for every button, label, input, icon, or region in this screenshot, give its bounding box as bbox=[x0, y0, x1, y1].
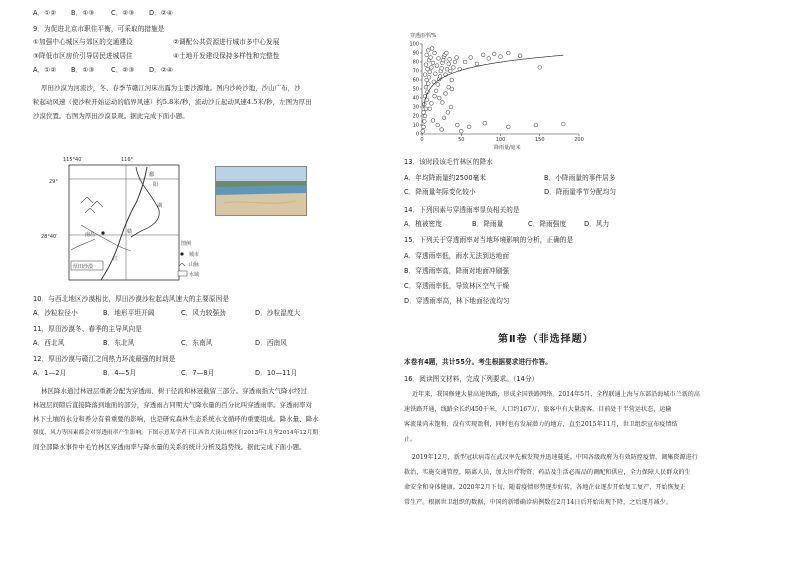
map-label-gan: 赣 bbox=[127, 229, 133, 235]
chart-point bbox=[436, 123, 440, 127]
map-legend-water: 水域 bbox=[189, 272, 200, 278]
chart-y-axis-label: 穿透雨率/% bbox=[410, 33, 437, 39]
q11-option-a: A．西北风 bbox=[33, 339, 65, 347]
chart-point bbox=[422, 111, 426, 115]
chart-point bbox=[448, 57, 452, 61]
chart-point bbox=[437, 96, 441, 100]
chart-point bbox=[438, 75, 442, 79]
passage3-line-6: 救治，实施交通管控，隔离人员，加大医疗物资、药品及生活必需品的调配和供应，全力保障人民群众的生 bbox=[404, 469, 691, 476]
map-lon-label-2: 116° bbox=[121, 157, 134, 163]
chart-point bbox=[428, 107, 432, 111]
chart-point bbox=[423, 73, 427, 77]
map-label-jiang: 江 bbox=[113, 256, 119, 262]
map-river bbox=[101, 167, 147, 280]
chart-point bbox=[481, 53, 485, 57]
chart-point bbox=[449, 105, 453, 109]
chart-point bbox=[441, 101, 445, 105]
chart-point bbox=[442, 116, 446, 120]
chart-point bbox=[475, 62, 479, 66]
passage3-line-4: 止。 bbox=[404, 436, 417, 443]
chart-point bbox=[441, 58, 445, 62]
q10-option-c: C．风力较强劲 bbox=[181, 309, 226, 317]
q9-item-1: ①加强中心城区与郊区的交通建设 bbox=[33, 38, 133, 46]
q11-option-d: D．西南风 bbox=[255, 339, 287, 347]
chart-y-tick-label: 10 bbox=[412, 122, 419, 129]
q14-options bbox=[404, 220, 610, 228]
section-2-note: 本卷有4题，共计55分。考生根据要求进行作答。 bbox=[404, 358, 552, 366]
chart-y-tick-label: 100 bbox=[409, 41, 419, 48]
chart-x-axis-label: 降雨量/毫米 bbox=[494, 145, 521, 150]
map-legend-title: 图例 bbox=[181, 241, 192, 247]
location-map bbox=[41, 155, 226, 285]
passage3-line-8: 常生产。根据世卫组织的数据，中国的新增确诊病例数在2月14日后开始出现下降，之后逐月减少。 bbox=[404, 499, 672, 506]
chart-point bbox=[534, 123, 538, 127]
q8-options bbox=[33, 9, 173, 17]
q9-option-c: C．②③ bbox=[111, 66, 135, 74]
chart-y-tick-label: 20 bbox=[412, 113, 419, 120]
chart-point bbox=[440, 128, 444, 132]
chart-point bbox=[506, 125, 510, 129]
q11-option-c: C．东南风 bbox=[181, 339, 213, 347]
chart-y-tick-label: 40 bbox=[412, 95, 419, 102]
map-label-po: 鄱 bbox=[149, 172, 155, 178]
map-label-yang: 阳 bbox=[153, 182, 159, 188]
q8-option-b: B．①③ bbox=[71, 9, 95, 17]
chart-y-tick-label: 80 bbox=[412, 59, 419, 66]
location-map-svg bbox=[41, 155, 226, 285]
q9-item-3: ③降低市区房价引导居民进城居住 bbox=[33, 52, 133, 60]
chart-y-tick-label: 90 bbox=[412, 50, 419, 57]
map-mountains bbox=[81, 197, 103, 213]
photo-sky bbox=[216, 167, 306, 183]
q12-option-b: B．4—5月 bbox=[103, 369, 137, 377]
chart-x-tick-label: 100 bbox=[495, 137, 506, 143]
passage2-line-3: 林下土壤的水分和养分有着重要的影响，也是研究森林生态系统水文循环的重要组成。降水量、降水 bbox=[33, 415, 319, 423]
chart-point bbox=[430, 47, 434, 51]
map-legend-city: 城市 bbox=[189, 252, 200, 258]
passage1-line-3: 沙漠位置。右图为厚田沙漠景观。据此完成下面小题。 bbox=[33, 112, 189, 120]
map-lon-label-1: 115°40′ bbox=[63, 157, 83, 163]
chart-point bbox=[433, 94, 437, 98]
chart-x-tick-label: 50 bbox=[458, 137, 465, 143]
chart-point bbox=[431, 119, 435, 123]
chart-point bbox=[455, 123, 459, 127]
chart-point bbox=[422, 120, 426, 124]
chart-point bbox=[430, 66, 434, 70]
chart-point bbox=[463, 60, 467, 64]
chart-point bbox=[444, 51, 448, 55]
passage2-line-1: 林区降水通过林冠层重新分配为穿透雨、树干径流和林冠截留三部分。穿透雨指大气降水经过 bbox=[41, 387, 308, 395]
throughfall-chart bbox=[404, 30, 589, 150]
chart-point bbox=[433, 51, 437, 55]
chart-point bbox=[426, 82, 430, 86]
passage3-line-7: 命安全和身体健康。2020年2月下旬，随着疫情形势逐步好转，各地企业逐步开始复工复产，开始恢复正 bbox=[404, 484, 686, 491]
q12-stem: 12．厚田沙漠与赣江之间热力环流最强的时间是 bbox=[33, 355, 176, 363]
chart-x-tick-label: 150 bbox=[534, 137, 545, 143]
chart-point bbox=[427, 75, 431, 79]
photo-sand bbox=[216, 193, 306, 215]
map-label-hu: 湖 bbox=[157, 203, 163, 209]
chart-point bbox=[538, 66, 542, 70]
chart-point bbox=[426, 48, 430, 52]
q13-option-a: A．年均降雨量约2500毫米 bbox=[404, 174, 487, 182]
q12-option-a: A．1—2月 bbox=[33, 369, 67, 377]
q13-option-b: B．小降雨量的事件居多 bbox=[544, 174, 616, 182]
throughfall-chart-svg bbox=[404, 30, 589, 150]
map-label-houtian: 厚田沙漠 bbox=[73, 264, 94, 270]
q14-option-b: B．降雨量 bbox=[472, 220, 504, 228]
passage2-line-2: 林冠层间隙后直接降落到地面的部分，穿透雨占同期大气降水量的百分比叫穿透雨率。穿透雨率对 bbox=[33, 401, 313, 409]
q8-option-c: C．②③ bbox=[111, 9, 135, 17]
map-city-marker bbox=[101, 231, 104, 234]
passage2-line-5: 间全部降水事件中毛竹林区穿透雨率与降水量的关系的统计分析及趋势线。据此完成下面小题。 bbox=[33, 443, 306, 451]
chart-point bbox=[447, 62, 451, 66]
q16-stem: 16．阅读图文材料，完成下列要求。（14分） bbox=[404, 375, 539, 383]
q8-option-d: D．②④ bbox=[149, 9, 173, 17]
chart-point bbox=[436, 83, 440, 87]
q11-stem: 11．厚田沙漠冬、春季的主导风向是 bbox=[33, 325, 142, 333]
chart-trend-line bbox=[424, 55, 564, 108]
map-lat-label-2: 28°40′ bbox=[41, 234, 58, 240]
q9-option-b: B．①③ bbox=[71, 66, 95, 74]
q14-stem: 14．下列因素与穿透雨率显负相关的是 bbox=[404, 206, 520, 214]
chart-point bbox=[518, 54, 522, 58]
q11-options bbox=[33, 339, 287, 347]
q9-stem: 9．为促进北京市职住平衡，可采取的措施是 bbox=[33, 25, 165, 33]
map-tributary bbox=[71, 239, 95, 250]
q15-option-c: C．穿透雨率低，导致林区空气干燥 bbox=[404, 282, 510, 290]
q9-option-d: D．②④ bbox=[149, 66, 173, 74]
chart-point bbox=[452, 66, 456, 70]
q13-option-c: C．降雨量年际变化较小 bbox=[404, 188, 476, 196]
q15-option-b: B．穿透雨率高，降雨对地面冲刷强 bbox=[404, 267, 510, 275]
passage1-line-2: 粒起动风速（使沙粒开始运动的临界风速）约5.8米/秒，流动沙丘起动风速4.5米/秒，左图为厚田 bbox=[33, 98, 312, 106]
chart-point bbox=[459, 129, 463, 133]
chart-point bbox=[434, 89, 438, 93]
q15-option-a: A．穿透雨率低，雨水无法到达地面 bbox=[404, 252, 510, 260]
chart-point bbox=[446, 111, 450, 115]
chart-point bbox=[467, 125, 471, 129]
q15-option-d: D．穿透雨率高，林下地面径流均匀 bbox=[404, 297, 510, 305]
chart-point bbox=[561, 122, 565, 126]
passage3-line-2: 速铁路开通，线路全长约450千米，人口约167万，旅客中有大量游客。目前处于半营运状态，运输 bbox=[404, 406, 672, 413]
chart-point bbox=[424, 63, 428, 67]
chart-point bbox=[440, 66, 444, 70]
chart-point bbox=[430, 102, 434, 106]
q14-option-d: D．风力 bbox=[584, 220, 610, 228]
chart-point bbox=[424, 107, 428, 111]
section-2-title: 第Ⅱ卷（非选择题） bbox=[498, 334, 594, 345]
chart-point bbox=[453, 60, 457, 64]
passage3-line-3: 客流量尚未饱和，没有实现盈利，同时也有发展潜力的地方，直至2015年11月，世卫组织宣布疫情结 bbox=[404, 421, 678, 428]
chart-point bbox=[421, 129, 425, 133]
q12-options bbox=[33, 369, 298, 377]
q10-option-d: D．沙粒湿度大 bbox=[255, 309, 301, 317]
chart-point bbox=[437, 57, 441, 61]
q12-option-d: D．10—11月 bbox=[255, 369, 298, 377]
q10-option-b: B．地形平坦开阔 bbox=[103, 309, 155, 317]
chart-x-tick-label: 200 bbox=[574, 137, 584, 143]
q10-stem: 10．与西北地区沙漠相比，厚田沙漠沙粒起动风速大的主要原因是 bbox=[33, 295, 230, 303]
chart-y-tick-label: 70 bbox=[412, 68, 419, 75]
passage3-line-5: 2019年12月，新型冠状病毒在武汉率先被发现并迅速蔓延。中国各级政府为有效防控疫情，调集资源进行 bbox=[412, 454, 698, 461]
q13-stem: 13．该时段该毛竹林区的降水 bbox=[404, 158, 493, 166]
q10-options bbox=[33, 309, 301, 317]
chart-point bbox=[492, 52, 496, 56]
chart-y-tick-label: 50 bbox=[412, 86, 419, 93]
chart-point bbox=[448, 69, 452, 73]
q9-item-4: ④土地开发建设保持多样性和完整性 bbox=[173, 52, 280, 60]
q9-item-2: ②调配公共资源进行城市多中心发展 bbox=[173, 38, 280, 46]
map-legend-city-icon bbox=[180, 252, 183, 255]
chart-point bbox=[433, 72, 437, 76]
q14-option-c: C．降雨强度 bbox=[528, 220, 567, 228]
map-legend-mountain: 山脉 bbox=[189, 262, 200, 268]
q9-option-a: A．①② bbox=[33, 66, 57, 74]
chart-point bbox=[429, 56, 433, 60]
chart-point bbox=[450, 78, 454, 82]
passage3-line-1: 近年来，我国修建大量高速铁路，形成全国铁路网络。2014年5月，全程联通上海与东部沿海城市兰新的高 bbox=[412, 391, 700, 398]
q14-option-a: A．植被密度 bbox=[404, 220, 443, 228]
chart-point bbox=[424, 85, 428, 89]
chart-point bbox=[435, 64, 439, 68]
map-label-nanchang: 南昌 bbox=[85, 232, 96, 238]
q12-option-c: C．7—8月 bbox=[181, 369, 215, 377]
q9-options bbox=[33, 66, 173, 74]
chart-y-tick-label: 0 bbox=[415, 131, 419, 138]
desert-landscape-photo bbox=[215, 166, 307, 216]
chart-point bbox=[506, 51, 510, 55]
q15-stem: 15．下列关于穿透雨率对当地环境影响的分析，正确的是 bbox=[404, 236, 574, 244]
chart-point bbox=[444, 92, 448, 96]
q10-option-a: A．沙粒粒径小 bbox=[33, 309, 78, 317]
chart-point bbox=[422, 125, 426, 129]
chart-point bbox=[450, 87, 454, 91]
chart-point bbox=[431, 61, 435, 65]
chart-x-tick-label: 0 bbox=[420, 137, 424, 143]
chart-point bbox=[469, 56, 473, 60]
map-legend-mountain-icon bbox=[179, 263, 185, 266]
chart-point bbox=[487, 57, 491, 61]
passage2-line-4: 强度、风力等因素都会对穿透雨率产生影响。下图示意某学者于江西省大岗山林区自2013年1月至2014年12月期 bbox=[33, 430, 319, 436]
map-lat-label-1: 29° bbox=[49, 179, 58, 185]
chart-point bbox=[455, 56, 459, 60]
map-legend-water-icon bbox=[178, 271, 187, 276]
chart-point bbox=[423, 114, 427, 118]
desert-photo-svg bbox=[216, 167, 306, 215]
q11-option-b: B．东北风 bbox=[103, 339, 135, 347]
chart-point bbox=[483, 121, 487, 125]
chart-y-tick-label: 30 bbox=[412, 104, 419, 111]
chart-point bbox=[499, 55, 503, 59]
q8-option-a: A．①② bbox=[33, 9, 57, 17]
chart-point bbox=[426, 67, 430, 71]
passage1-line-1: 厚田沙漠为河流沙，冬、春季节赣江河床出露为主要沙源地。图内沙岭沙地，沙山广布，沙 bbox=[41, 84, 301, 92]
chart-point bbox=[425, 53, 429, 57]
q13-option-d: D．降雨量季节分配均匀 bbox=[544, 188, 617, 196]
chart-y-tick-label: 60 bbox=[412, 77, 419, 84]
